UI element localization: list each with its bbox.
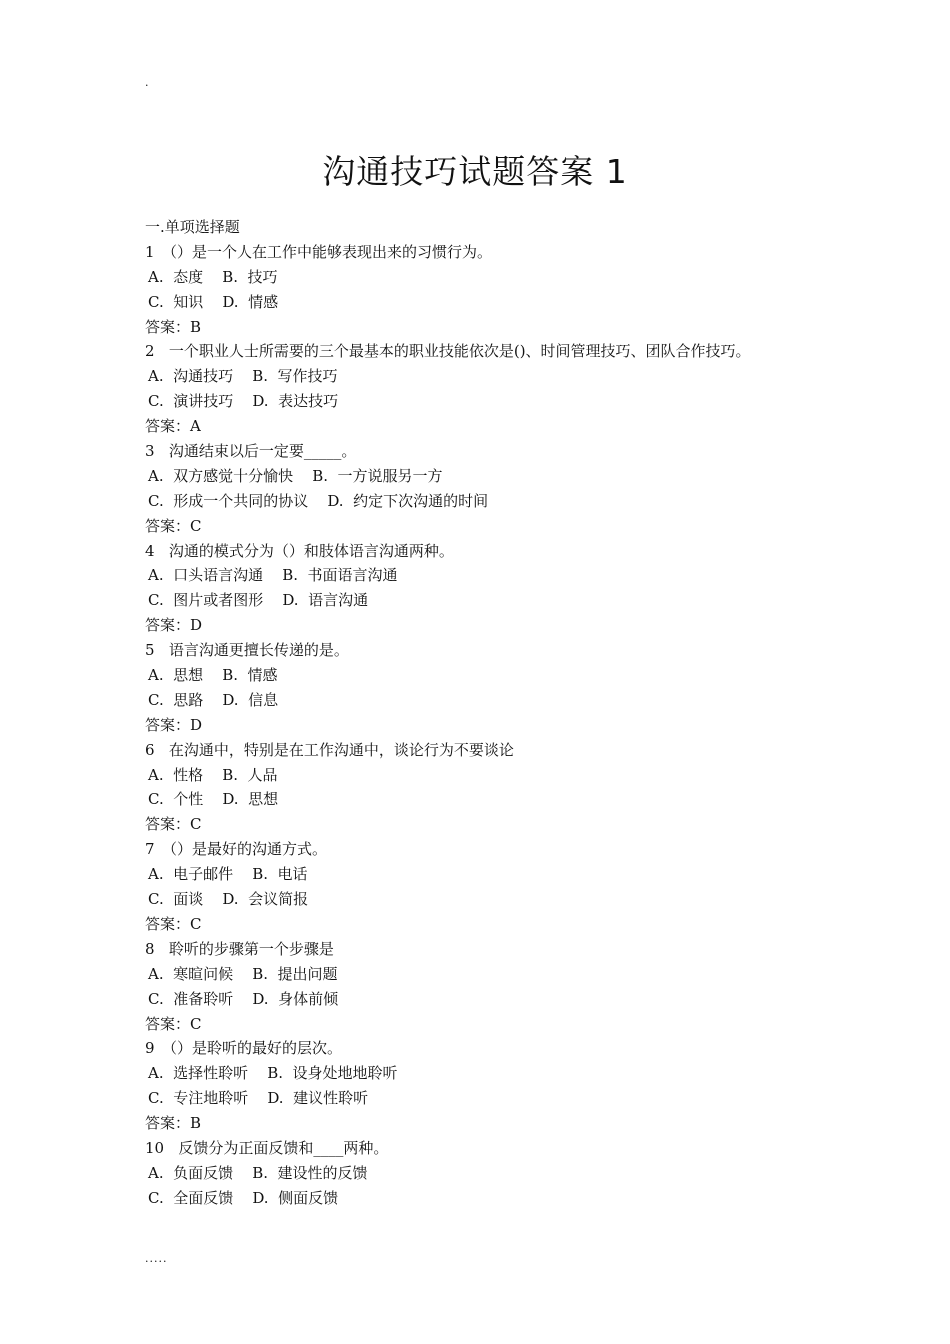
answer-line: 答案：C [145, 914, 202, 933]
question-text: 4 沟通的模式分为（）和肢体语言沟通两种。 [145, 541, 454, 560]
question-text: 2 一个职业人士所需要的三个最基本的职业技能依次是()、时间管理技巧、团队合作技巧。 [145, 342, 751, 361]
option-row: A. 口头语言沟通 B. 书面语言沟通 [148, 566, 398, 585]
question-text: 3 沟通结束以后一定要_____。 [145, 442, 357, 461]
question-text: 7 （）是最好的沟通方式。 [145, 840, 328, 859]
option-row: A. 电子邮件 B. 电话 [148, 865, 308, 884]
question-text: 5 语言沟通更擅长传递的是。 [145, 641, 349, 660]
page-title: 沟通技巧试题答案 1 [322, 152, 628, 191]
option-row: A. 思想 B. 情感 [148, 666, 278, 685]
question-text: 1 （）是一个人在工作中能够表现出来的习惯行为。 [145, 242, 493, 261]
option-row: A. 选择性聆听 B. 设身处地地聆听 [148, 1064, 398, 1083]
option-row: A. 寒暄问候 B. 提出问题 [148, 964, 338, 983]
option-row: C. 个性 D. 思想 [148, 790, 279, 809]
question-text: 9 （）是聆听的最好的层次。 [145, 1039, 343, 1058]
option-row: C. 专注地聆听 D. 建议性聆听 [148, 1089, 369, 1108]
question-text: 10 反馈分为正面反馈和____两种。 [145, 1138, 389, 1157]
answer-line: 答案：C [145, 516, 202, 535]
option-row: A. 性格 B. 人品 [148, 765, 278, 784]
section-heading: 一.单项选择题 [145, 218, 240, 236]
question-text: 6 在沟通中，特别是在工作沟通中，谈论行为不要谈论 [145, 740, 514, 759]
answer-line: 答案：D [145, 715, 203, 734]
option-row: A. 负面反馈 B. 建设性的反馈 [148, 1163, 368, 1182]
option-row: C. 准备聆听 D. 身体前倾 [148, 989, 339, 1008]
answer-line: 答案：A [145, 417, 201, 436]
question-text: 8 聆听的步骤第一个步骤是 [145, 939, 334, 958]
option-row: C. 思路 D. 信息 [148, 690, 279, 709]
option-row: A. 双方感觉十分愉快 B. 一方说服另一方 [148, 466, 443, 485]
option-row: C. 形成一个共同的协议 D. 约定下次沟通的时间 [148, 491, 489, 510]
option-row: C. 面谈 D. 会议简报 [148, 890, 309, 909]
answer-line: 答案：C [145, 1014, 202, 1033]
question-list [145, 215, 825, 1211]
option-row: C. 知识 D. 情感 [148, 292, 279, 311]
option-row: C. 演讲技巧 D. 表达技巧 [148, 392, 339, 411]
footer-mark: ..... [145, 1252, 168, 1265]
answer-line: 答案：B [145, 317, 202, 336]
option-row: C. 全面反馈 D. 侧面反馈 [148, 1188, 339, 1207]
option-row: A. 态度 B. 技巧 [148, 267, 278, 286]
option-row: C. 图片或者图形 D. 语言沟通 [148, 591, 369, 610]
answer-line: 答案：C [145, 815, 202, 834]
answer-line: 答案：B [145, 1114, 202, 1133]
header-mark: . [145, 76, 149, 89]
option-row: A. 沟通技巧 B. 写作技巧 [148, 367, 338, 386]
answer-line: 答案：D [145, 616, 203, 635]
